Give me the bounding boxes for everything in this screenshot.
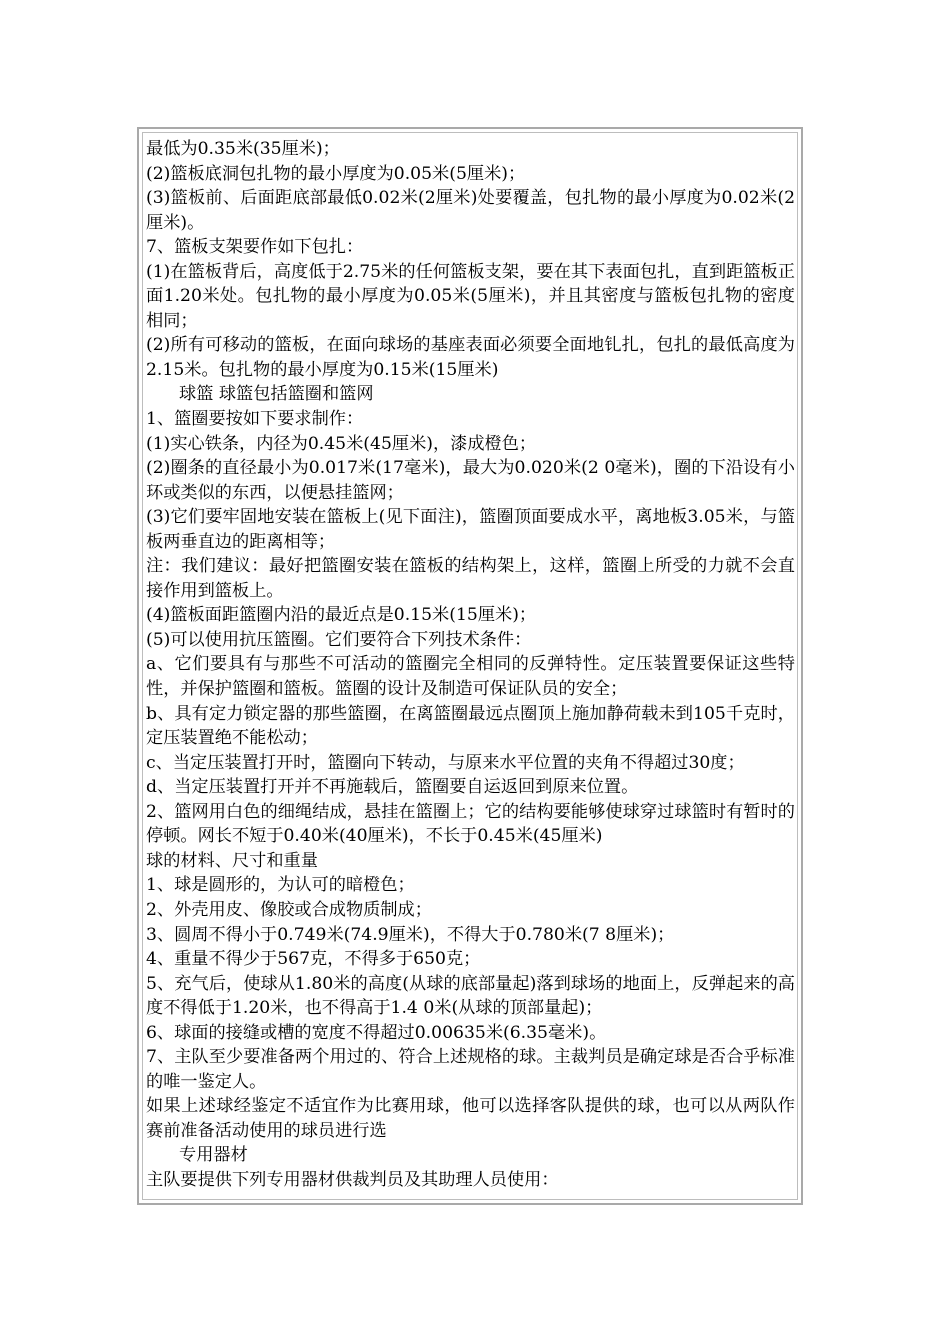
text-line: 7、篮板支架要作如下包扎： [146,237,364,258]
section-heading: 专用器材 [179,1145,248,1166]
text-line: 2、外壳用皮、像胶或合成物质制成； [146,899,432,920]
document-table-frame [137,127,803,1205]
document-body [146,137,795,1193]
text-line: (3)它们要牢固地安装在篮板上(见下面注)，篮圈顶面要成水平，离地板3.05米，与篮板两垂直边的距离相等； [146,507,795,552]
text-line: 3、圆周不得小于0.749米(74.9厘米)，不得大于0.780米(7 8厘米)； [146,924,675,945]
section-heading: 球的材料、尺寸和重量 [146,850,318,871]
section-heading: 球篮 球篮包括篮圈和篮网 [179,384,374,405]
text-line: (1)在篮板背后，高度低于2.75米的任何篮板支架，要在其下表面包扎，直到距篮板正面1.20米处。包扎物的最小厚度为0.05米(5厘米)，并且其密度与篮板包扎物的密度相同； [146,261,795,331]
text-line: 注：我们建议：最好把篮圈安装在篮板的结构架上，这样，篮圈上所受的力就不会直接作用到篮板上。 [146,556,795,601]
text-line: (2)篮板底洞包扎物的最小厚度为0.05米(5厘米)； [146,163,526,184]
text-line: 7、主队至少要准备两个用过的、符合上述规格的球。主裁判员是确定球是否合乎标准的唯一鉴定人。 [146,1047,795,1092]
text-line: 5、充气后，使球从1.80米的高度(从球的底部量起)落到球场的地面上，反弹起来的高度不得低于1.20米，也不得高于1.4 0米(从球的顶部量起)； [146,973,795,1019]
text-line: 6、球面的接缝或槽的宽度不得超过0.00635米(6.35毫米)。 [146,1022,607,1043]
text-line: (1)实心铁条，内径为0.45米(45厘米)，漆成橙色； [146,433,537,454]
text-line: (3)篮板前、后面距底部最低0.02米(2厘米)处要覆盖，包扎物的最小厚度为0.02米(2厘米)。 [146,188,795,233]
text-line: 主队要提供下列专用器材供裁判员及其助理人员使用： [146,1169,559,1190]
text-line: c、当定压装置打开时，篮圈向下转动，与原来水平位置的夹角不得超过30度； [146,752,745,773]
document-table-cell [142,132,798,1200]
text-line: 1、球是圆形的，为认可的暗橙色； [146,875,415,896]
text-line: 2、篮网用白色的细绳结成，悬挂在篮圈上；它的结构要能够使球穿过球篮时有暂时的停顿。网长不短于0.40米(40厘米)，不长于0.45米(45厘米) [146,801,795,847]
text-line: d、当定压装置打开并不再施载后，篮圈要自运返回到原来位置。 [146,777,639,798]
text-line: (2)圈条的直径最小为0.017米(17毫米)，最大为0.020米(2 0毫米)，圈的下沿设有小环或类似的东西，以便悬挂篮网； [146,458,795,503]
text-line: 1、篮圈要按如下要求制作： [146,409,364,430]
text-line: 4、重量不得少于567克，不得多于650克； [146,949,481,970]
text-line: (4)篮板面距篮圈内沿的最近点是0.15米(15厘米)； [146,605,537,626]
text-line: a、它们要具有与那些不可活动的篮圈完全相同的反弹特性。定压装置要保证这些特性，并保护篮圈和篮板。篮圈的设计及制造可保证队员的安全； [146,654,795,700]
text-line: (5)可以使用抗压篮圈。它们要符合下列技术条件： [146,629,532,650]
text-line: (2)所有可移动的篮板，在面向球场的基座表面必须要全面地钆扎，包扎的最低高度为2.15米。包扎物的最小厚度为0.15米(15厘米) [146,335,795,380]
text-line: 最低为0.35米(35厘米)； [146,139,340,159]
text-line: b、具有定力锁定器的那些篮圈，在离篮圈最远点圈顶上施加静荷载未到105千克时，定压装置绝不能松动； [146,703,795,749]
text-line: 如果上述球经鉴定不适宜作为比赛用球，他可以选择客队提供的球，也可以从两队作赛前准备活动使用的球员进行选 [146,1096,795,1141]
